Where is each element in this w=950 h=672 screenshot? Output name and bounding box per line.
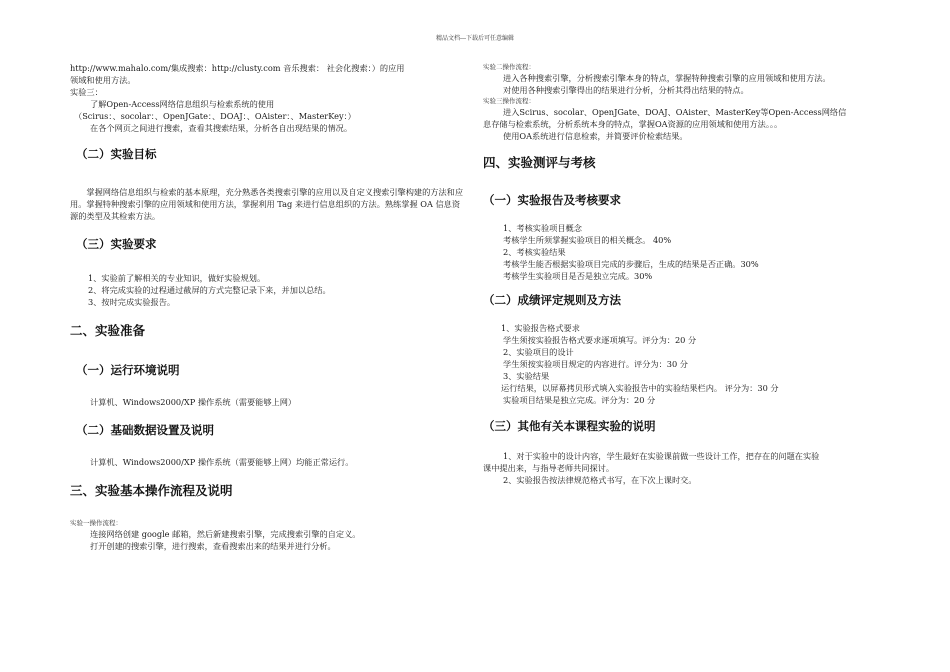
req-heading: （三）实验要求 — [76, 237, 157, 251]
other-line: 2、实验报告按法律规范格式书写，在下次上课时交。 — [503, 475, 697, 485]
prep-heading: 二、实验准备 — [70, 323, 146, 338]
exp3-label: 实验三： — [70, 87, 103, 97]
list-item: 运行结果，以屏幕拷贝形式填入实验报告中的实验结果栏内。 评分为：30 分 — [501, 383, 779, 393]
goal-heading: （二）实验目标 — [76, 147, 157, 161]
list-item: 实验项目结果是独立完成。评分为：20 分 — [503, 395, 656, 405]
list-item: 考核学生能否根据实验项目完成的步骤后，生成的结果是否正确。30% — [503, 259, 759, 269]
list-item: 考核学生所须掌握实验项目的相关概念。 40% — [503, 235, 672, 245]
flow3-line: 息存储与检索系统，分析系统本身的特点，掌握OA资源的应用领域和使用方法。。。 — [483, 119, 783, 129]
env-heading: （一）运行环境说明 — [76, 363, 180, 377]
list-item: 1、实验前了解相关的专业知识，做好实验规划。 — [88, 273, 266, 283]
exp3-line: （Scirus：、socolar：、OpenJGate：、DOAJ：、OAister：、MasterKey：） — [74, 111, 356, 121]
list-item: 学生须按实验报告格式要求逐项填写。评分为：20 分 — [503, 335, 697, 345]
flow2-label: 实验二操作流程： — [483, 63, 535, 71]
list-item: 2、实验项目的设计 — [503, 347, 574, 357]
exp3-line: 了解Open-Access网络信息组织与检索系统的使用 — [90, 99, 275, 109]
flow2-line: 进入各种搜索引擎，分析搜索引擎本身的特点，掌握特种搜索引擎的应用领域和使用方法。 — [503, 73, 831, 83]
grade-list — [483, 322, 883, 406]
flow1-line: 打开创建的搜索引擎，进行搜索，查看搜索出来的结果并进行分析。 — [90, 541, 336, 551]
flow3-label: 实验三操作流程： — [483, 97, 535, 105]
list-item: 考核学生实验项目是否是独立完成。30% — [503, 271, 653, 281]
eval-heading: 四、实验测评与考核 — [483, 155, 596, 170]
flow3-line: 使用OA系统进行信息检索，并简要评价检索结果。 — [503, 131, 688, 141]
right-column — [483, 62, 883, 486]
flow-heading: 三、实验基本操作流程及说明 — [70, 483, 233, 498]
req-list — [70, 272, 470, 308]
list-item: 学生须按实验项目规定的内容进行。评分为：30 分 — [503, 359, 688, 369]
list-item: 3、按时完成实验报告。 — [88, 297, 176, 307]
grade-heading: （二）成绩评定规则及方法 — [483, 293, 621, 307]
list-item: 1、实验报告格式要求 — [501, 323, 580, 333]
goal-text: 掌握网络信息组织与检索的基本原理，充分熟悉各类搜索引擎的应用以及自定义搜索引擎构建的方法和应用。掌握特种搜索引擎的应用领域和使用方法，掌握利用 Tag 来进行信息组织的方法。熟练掌握 OA 信息资源的类型及其检索方法。 — [70, 187, 464, 221]
env-text: 计算机、Windows2000/XP 操作系统（需要能够上网） — [90, 397, 297, 407]
list-item: 3、实验结果 — [503, 371, 550, 381]
report-list — [483, 222, 883, 282]
other-heading: （三）其他有关本课程实验的说明 — [483, 419, 656, 433]
list-item: 2、考核实验结果 — [503, 247, 566, 257]
page-header: 精品文档---下载后可任意编辑 — [435, 35, 515, 42]
intro-line: http://www.mahalo.com/集成搜索：http://clusty.com 音乐搜索： 社会化搜索：）的应用 — [70, 63, 405, 73]
flow3-line: 进入Scirus、socolar、OpenJGate、DOAJ、OAister、MasterKey等Open-Access网络信 — [503, 107, 847, 117]
flow2-line: 对使用各种搜索引擎得出的结果进行分析，分析其得出结果的特点。 — [503, 85, 749, 95]
other-line: 课中提出来，与指导老师共同探讨。 — [483, 463, 615, 473]
left-column — [70, 62, 470, 552]
exp3-line: 在各个网页之间进行搜索，查看其搜索结果，分析各自出现结果的情况。 — [90, 123, 353, 133]
list-item: 1、考核实验项目概念 — [503, 223, 582, 233]
data-heading: （二）基础数据设置及说明 — [76, 423, 214, 437]
flow1-label: 实验一操作流程： — [70, 519, 122, 527]
other-line: 1、对于实验中的设计内容，学生最好在实验课前做一些设计工作，把存在的问题在实验 — [503, 451, 820, 461]
report-heading: （一）实验报告及考核要求 — [483, 193, 621, 207]
intro-line: 领域和使用方法。 — [70, 75, 136, 85]
data-text: 计算机、Windows2000/XP 操作系统（需要能够上网）均能正常运行。 — [90, 457, 354, 467]
flow1-line: 连接网络创建 google 邮箱，然后新建搜索引擎，完成搜索引擎的自定义。 — [90, 529, 361, 539]
list-item: 2、将完成实验的过程通过截屏的方式完整记录下来，并加以总结。 — [88, 285, 331, 295]
